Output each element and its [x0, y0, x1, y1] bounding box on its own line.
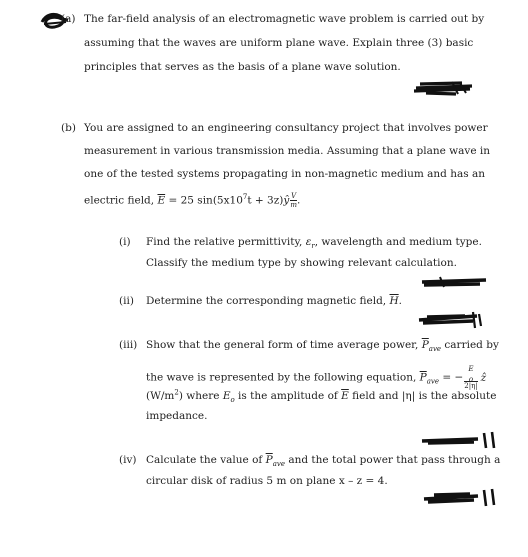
qiii-line-2: the wave is represented by the following equation, $\overline{P}_{ave}$ = − E $_o$ 2|η| ẑ — [146, 365, 487, 390]
field-dir: ŷ — [283, 194, 290, 207]
qiii-line-4: impedance. — [146, 410, 208, 422]
field-prefix: electric field, — [84, 194, 158, 207]
redaction-mark — [415, 308, 487, 330]
redaction-mark — [412, 80, 476, 96]
field-unit: $\frac{V}{m}$ — [290, 192, 297, 209]
qiii-line-3: $(W/m^2)$ where $E_o$ is the amplitude of $\overline{E}$ field and |η| is the absolute — [146, 388, 497, 405]
qiv-line-1: Calculate the value of $\overline{P}_{ave}$ and the total power that pass through a — [146, 454, 501, 469]
field-tail: t + 3z) — [247, 194, 284, 207]
qa-line-3: principles that serves as the basis of a plane wave solution. — [84, 61, 401, 73]
qb-line-1: You are assigned to an engineering consultancy project that involves power — [84, 122, 488, 134]
field-eq: = 25 sin(5x10 — [165, 194, 243, 207]
qiii-line-1: Show that the general form of time average power, $\overline{P}_{ave}$ carried by — [146, 339, 499, 354]
qii-label: (ii) — [119, 295, 134, 307]
field-end: . — [296, 194, 301, 207]
qa-line-2: assuming that the waves are uniform plane wave. Explain three (3) basic — [84, 37, 474, 49]
power-fraction: E $_o$ 2|η| — [464, 365, 478, 390]
h-symbol: $\overline{H}$ — [389, 295, 399, 307]
qb-line-4 — [84, 192, 300, 209]
qi-line-2: Classify the medium type by showing relevant calculation. — [146, 257, 457, 269]
qa-line-1: The far-field analysis of an electromagnetic wave problem is carried out by — [84, 13, 485, 25]
qb-line-3: one of the tested systems propagating in non-magnetic medium and has an — [84, 168, 485, 180]
field-symbol: $\overline{E}$ — [157, 194, 166, 207]
qb-line-2: measurement in various transmission media. Assuming that a plane wave in — [84, 145, 491, 157]
redaction-mark — [420, 486, 500, 508]
qi-line-1: Find the relative permittivity, $\varepsilon_r$, wavelength and medium type. — [146, 236, 482, 251]
qi-label: (i) — [119, 236, 131, 248]
field-exp: 7 — [242, 193, 248, 201]
qb-label: (b) — [61, 122, 76, 134]
epsilon-symbol: ε — [305, 236, 312, 248]
qiv-label: (iv) — [119, 454, 137, 466]
redaction-mark — [420, 276, 488, 288]
redaction-mark — [418, 430, 498, 450]
qiii-label: (iii) — [119, 339, 138, 351]
qa-label: (a) — [61, 13, 76, 25]
qiv-line-2: circular disk of radius 5 m on plane x – z = 4. — [146, 475, 388, 487]
qii-line: Determine the corresponding magnetic field, $\overline{H}$. — [146, 295, 402, 307]
